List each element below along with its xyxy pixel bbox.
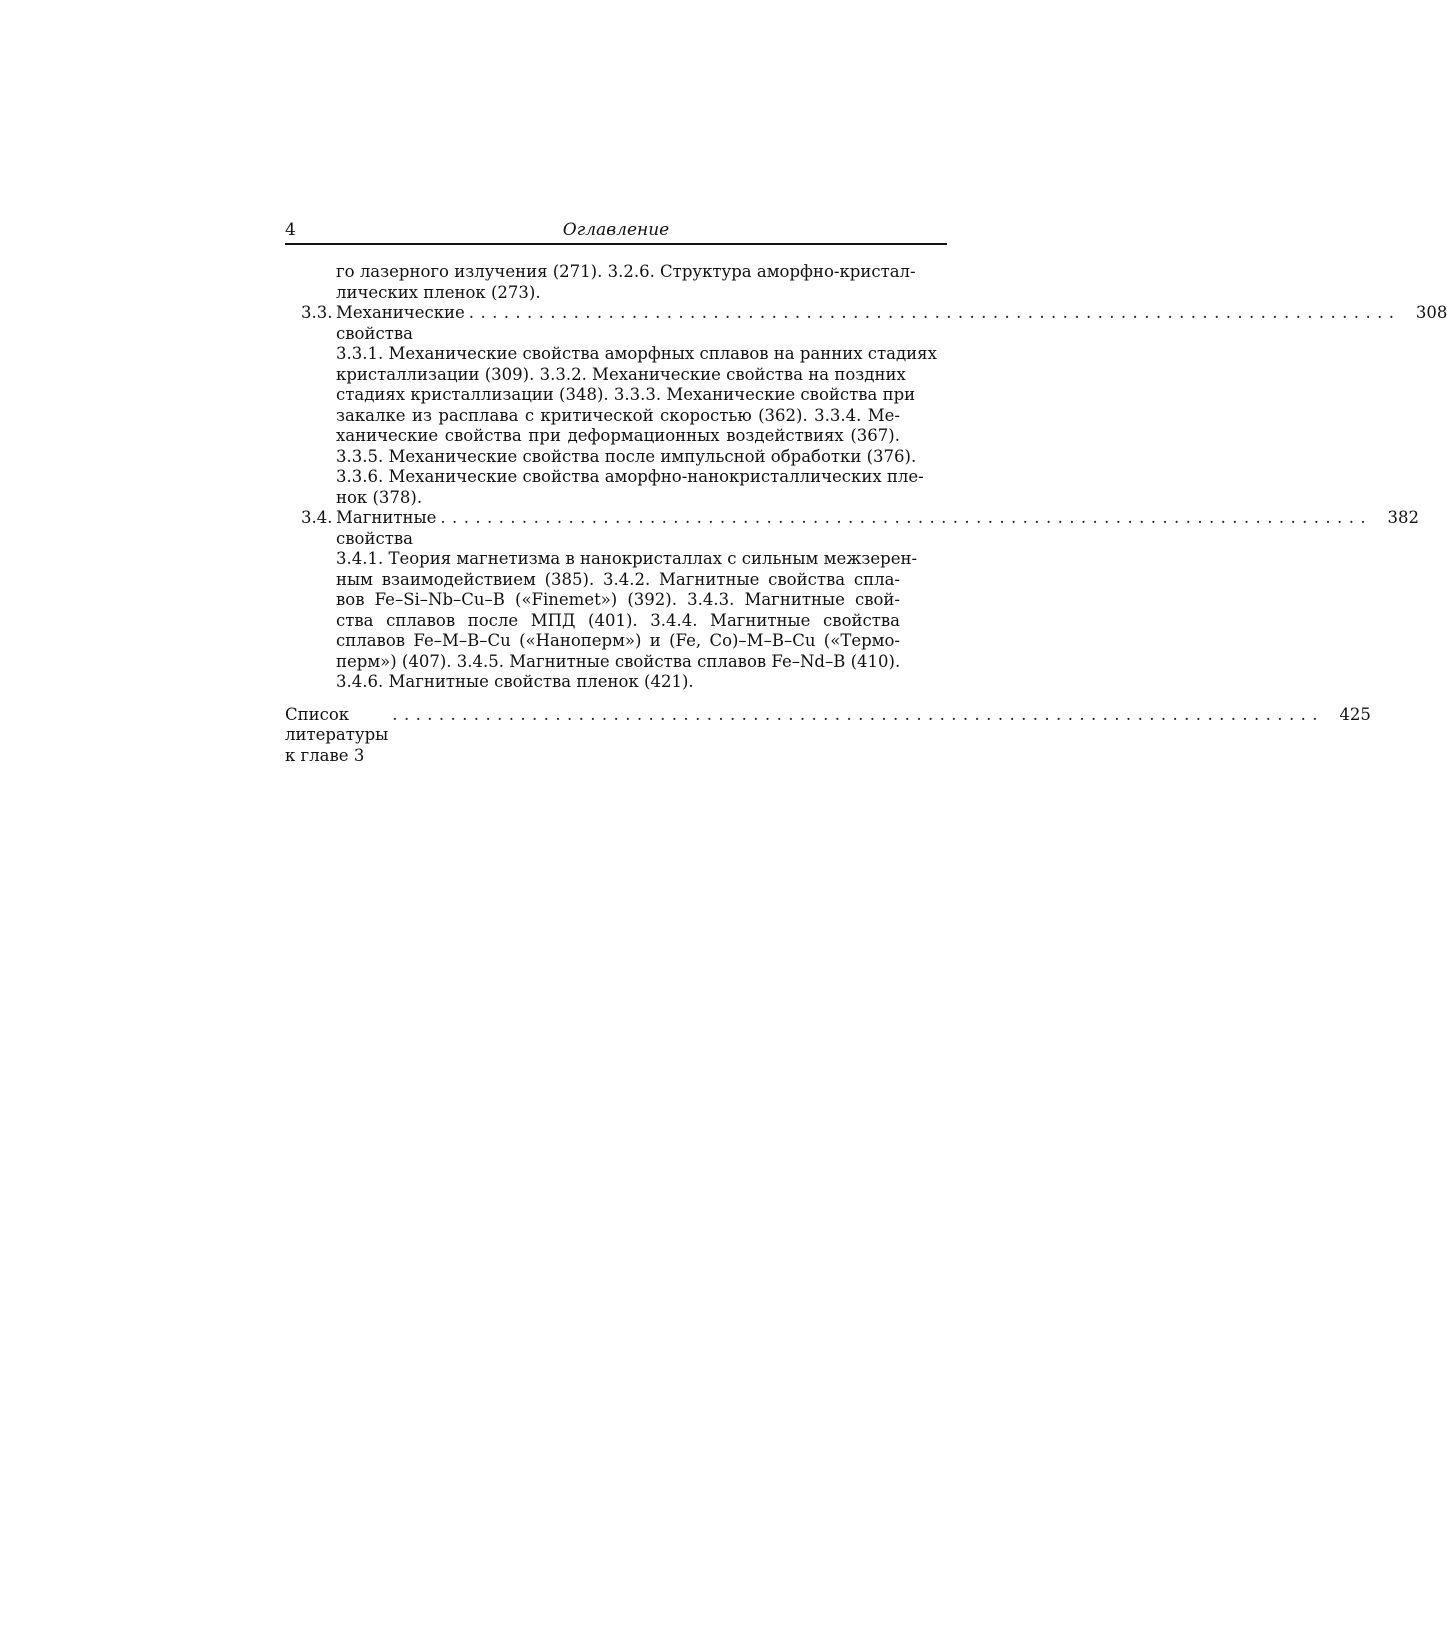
literature-title: Список литературы к главе 3 xyxy=(285,704,389,765)
text-line: кристаллизации (309). 3.3.2. Механические свойства на поздних xyxy=(336,364,906,384)
text-line: 3.4.6. Магнитные свойства пленок (421). xyxy=(336,672,694,691)
page-number: 4 xyxy=(285,220,296,240)
text-line: ханические свойства при деформационных воздействиях (367). xyxy=(336,426,900,445)
section-number: 3.4. xyxy=(301,508,333,527)
text-line: закалке из расплава с критической скоростью (362). 3.3.4. Ме- xyxy=(336,405,900,425)
section-3-4 xyxy=(301,508,1419,549)
text-line: сплавов Fe–M–B–Cu («Наноперм») и (Fe, Co)–M–B–Cu («Термо- xyxy=(336,631,900,650)
text-line: 3.3.1. Механические свойства аморфных сплавов на ранних стадиях xyxy=(336,344,937,363)
text-line: стадиях кристаллизации (348). 3.3.3. Механические свойства при xyxy=(336,385,916,404)
running-header xyxy=(285,218,947,245)
text-line: 3.4.1. Теория магнетизма в нанокристаллах с сильным межзерен- xyxy=(336,549,918,568)
subsections-3-4 xyxy=(336,549,918,693)
text-line: лических пленок (273). xyxy=(336,282,541,302)
section-number: 3.3. xyxy=(301,303,333,322)
section-3-3 xyxy=(301,303,1447,344)
text-line: го лазерного излучения (271). 3.2.6. Структура аморфно-кристал- xyxy=(336,262,916,281)
toc-page xyxy=(285,218,1447,766)
text-line: вов Fe–Si–Nb–Cu–B («Finemet») (392). 3.4.3. Магнитные свой- xyxy=(336,590,900,609)
toc-entry[interactable] xyxy=(301,508,1419,549)
subsections-3-3 xyxy=(336,344,937,508)
running-title: Оглавление xyxy=(562,220,670,240)
text-line: перм») (407). 3.4.5. Магнитные свойства сплавов Fe–Nd–B (410). xyxy=(336,651,901,671)
toc-entry[interactable] xyxy=(301,303,1447,344)
dot-leader: ................................................................................ xyxy=(392,704,1324,724)
text-line: 3.3.5. Механические свойства после импульсной обработки (376). xyxy=(336,446,917,466)
literature-entry[interactable] xyxy=(285,704,1371,767)
continued-subsections xyxy=(336,262,916,303)
page-ref: 425 xyxy=(1339,704,1371,724)
page-ref: 308 xyxy=(1415,303,1447,322)
page-ref: 382 xyxy=(1387,508,1419,527)
text-line: 3.3.6. Механические свойства аморфно-нанокристаллических пле- xyxy=(336,467,924,486)
text-line: ства сплавов после МПД (401). 3.4.4. Магнитные свойства xyxy=(336,610,900,630)
dot-leader: ................................................................................ xyxy=(440,508,1372,527)
text-line: ным взаимодействием (385). 3.4.2. Магнитные свойства спла- xyxy=(336,569,900,589)
section-title: Механические свойства xyxy=(336,303,465,343)
dot-leader: ................................................................................ xyxy=(468,303,1401,322)
text-line: нок (378). xyxy=(336,487,423,507)
toc-body xyxy=(285,262,1447,766)
section-title: Магнитные свойства xyxy=(336,508,437,548)
